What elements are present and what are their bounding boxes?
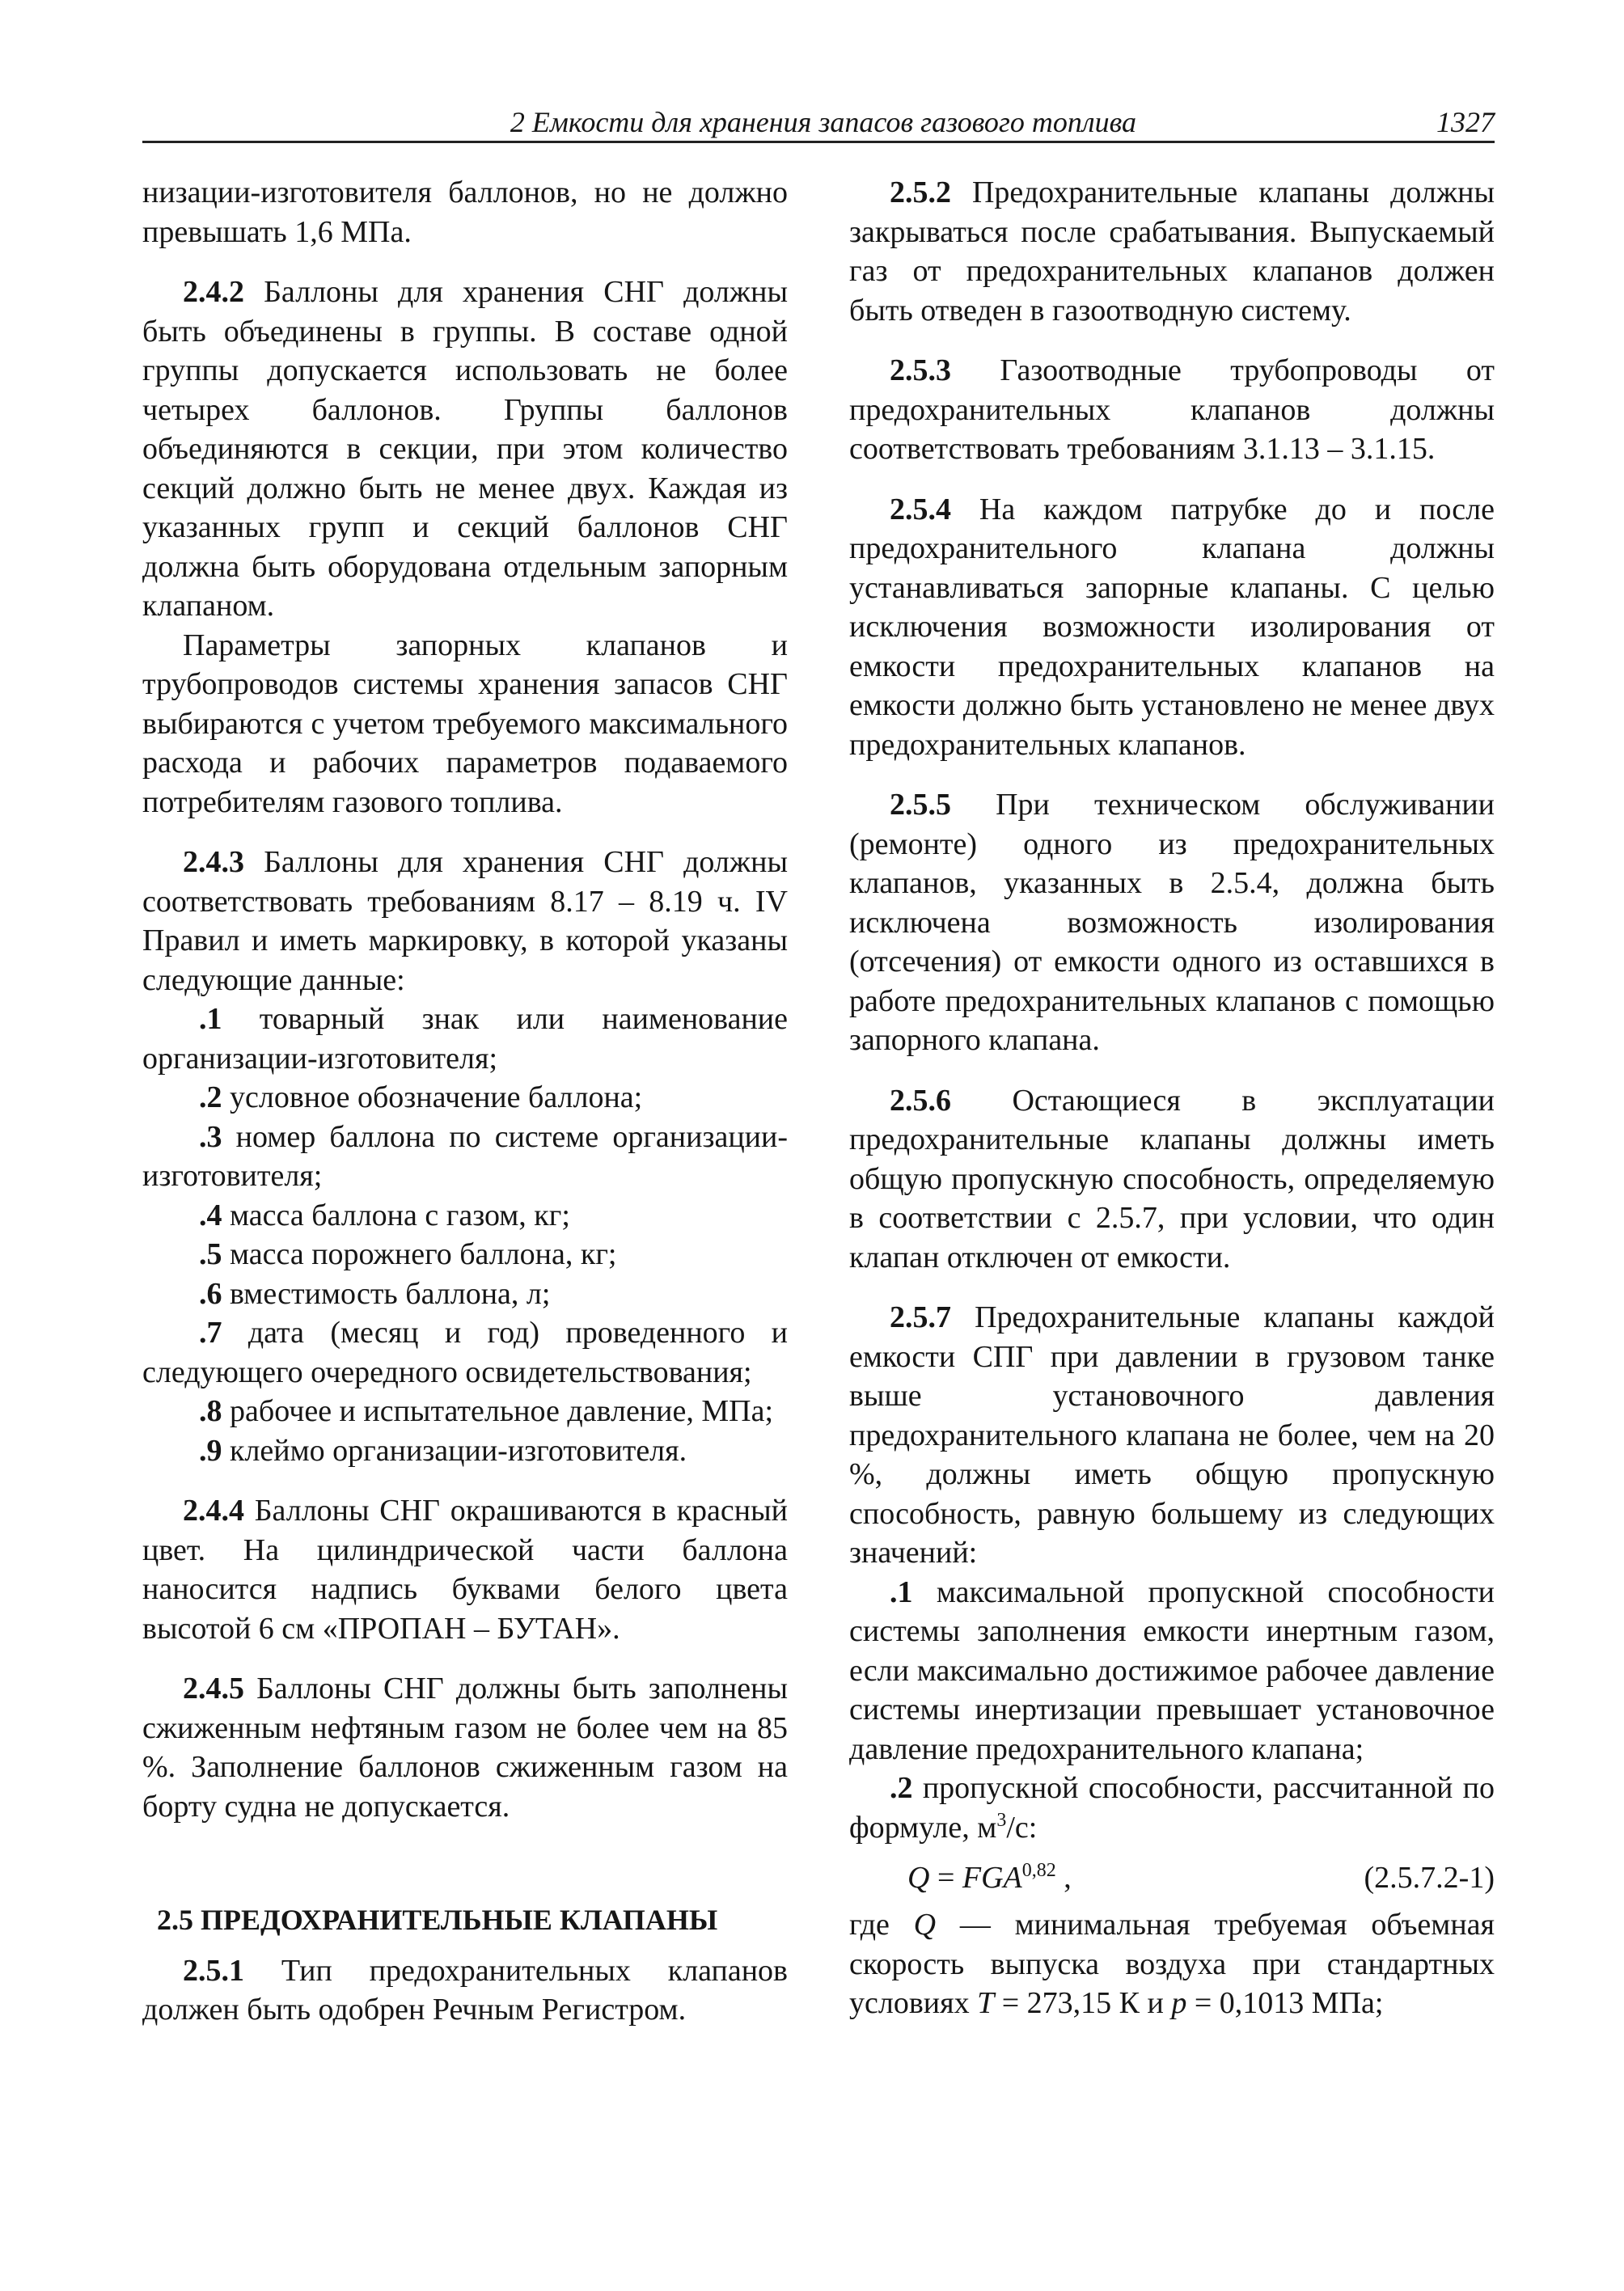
clause-number: 2.4.5 <box>183 1672 244 1706</box>
item-number: .2 <box>890 1771 913 1805</box>
page-number: 1327 <box>1436 106 1495 138</box>
variable-q: Q <box>913 1908 937 1942</box>
text-fragment: где <box>849 1908 914 1942</box>
clause-text: Предохранительные клапаны должны закрываться после срабатывания. Выпускаемый газ от предохранительных клапанов должен быть отведен в газоотводную систему. <box>849 175 1495 328</box>
clause-2-5-3 <box>849 351 1495 469</box>
clause-number: 2.5.5 <box>890 788 951 822</box>
clause-text: Баллоны СНГ должны быть заполнены сжиженным нефтяным газом не более чем на 85 %. Заполнение баллонов сжиженным газом на борту судна не допускается. <box>142 1672 788 1824</box>
formula-explanation <box>849 1905 1495 2023</box>
clause-number: 2.5.7 <box>890 1300 951 1334</box>
formula-rhs: FGA <box>962 1861 1022 1895</box>
item-text: клеймо организации-изготовителя. <box>222 1433 687 1468</box>
list-item <box>142 1431 788 1471</box>
right-column <box>849 173 1495 2023</box>
paragraph-continuation: низации-изготовителя баллонов, но не должно превышать 1,6 МПа. <box>142 175 788 249</box>
item-text: условное обозначение баллона; <box>222 1080 643 1114</box>
item-text: товарный знак или наименование организации-изготовителя; <box>142 1002 788 1076</box>
clause-number: 2.5.6 <box>890 1083 951 1118</box>
variable-p: p <box>1171 1986 1187 2020</box>
clause-text: Баллоны СНГ окрашиваются в красный цвет. На цилиндрической части баллона наносится надпись буквами белого цвета высотой 6 см «ПРОПАН – БУТАН». <box>142 1494 788 1646</box>
list-item <box>142 1078 788 1118</box>
list-item <box>142 1118 788 1196</box>
item-number: .5 <box>199 1237 222 1271</box>
item-number: .3 <box>199 1119 222 1154</box>
clause-number: 2.4.2 <box>183 275 244 309</box>
item-number: .6 <box>199 1276 222 1311</box>
clause-text: Предохранительные клапаны каждой емкости СПГ при давлении в грузовом танке выше установочного давления предохранительного клапана не более, чем на 20 %, должны иметь общую пропускную способность, равную большему из следующих значений: <box>849 1300 1495 1570</box>
clause-2-4-3 <box>142 843 788 1000</box>
clause-text: Остающиеся в эксплуатации предохранительные клапаны должны иметь общую пропускную способность, определяемую в соответствии с 2.5.7, при условии, что один клапан отключен от емкости. <box>849 1083 1495 1274</box>
clause-2-5-4 <box>849 490 1495 765</box>
variable-t: T <box>977 1986 995 2020</box>
clause-2-4-2-paragraph-2: Параметры запорных клапанов и трубопроводов системы хранения запасов СНГ выбираются с учетом требуемого максимального расхода и рабочих параметров подаваемого потребителям газового топлива. <box>142 628 788 819</box>
formula-exponent: 0,82 <box>1021 1860 1056 1881</box>
clause-number: 2.5.3 <box>890 353 951 387</box>
clause-text: На каждом патрубке до и после предохранительного клапана должны устанавливаться запорные клапаны. С целью исключения возможности изолирования от емкости предохранительных клапанов на емкости должно быть установлено не менее двух предохранительных клапанов. <box>849 492 1495 762</box>
formula-equals: = <box>929 1861 962 1895</box>
formula-lhs: Q <box>907 1861 930 1895</box>
section-heading: 2.5 ПРЕДОХРАНИТЕЛЬНЫЕ КЛАПАНЫ <box>157 1904 718 1936</box>
unit-superscript: 3 <box>996 1809 1007 1831</box>
item-text: дата (месяц и год) проведенного и следующего очередного освидетельствования; <box>142 1316 788 1389</box>
item-number: .8 <box>199 1394 222 1428</box>
clause-2-5-7 <box>849 1298 1495 1573</box>
running-header-title: 2 Емкости для хранения запасов газового топлива <box>510 106 1136 138</box>
list-item <box>849 1573 1495 1769</box>
clause-2-5-1 <box>142 1951 788 2030</box>
clause-text: Баллоны для хранения СНГ должны быть объединены в группы. В составе одной группы допускается использовать не более четырех баллонов. Группы баллонов объединяются в секции, при этом количество секций должно быть не менее двух. Каждая из указанных групп и секций баллонов СНГ должна быть оборудована отдельным запорным клапаном. <box>142 275 788 623</box>
list-item <box>142 1235 788 1274</box>
item-number: .2 <box>199 1080 222 1114</box>
item-text: пропускной способности, рассчитанной по формуле, м <box>849 1771 1495 1845</box>
formula-expression <box>907 1858 1072 1898</box>
item-text: номер баллона по системе организации-изготовителя; <box>142 1119 788 1193</box>
formula-tail: , <box>1055 1861 1072 1895</box>
clause-number: 2.4.3 <box>183 845 244 879</box>
clause-number: 2.5.2 <box>890 175 951 209</box>
clause-2-4-4 <box>142 1491 788 1648</box>
clause-2-4-2 <box>142 273 788 626</box>
clause-2-5-6 <box>849 1081 1495 1278</box>
item-text: вместимость баллона, л; <box>222 1276 551 1311</box>
item-text: рабочее и испытательное давление, МПа; <box>222 1394 774 1428</box>
text-fragment: = 273,15 К и <box>994 1986 1172 2020</box>
clause-text: Тип предохранительных клапанов должен быть одобрен Речным Регистром. <box>142 1953 788 2027</box>
clause-text: При техническом обслуживании (ремонте) одного из предохранительных клапанов, указанных в 2.5.4, должна быть исключена возможность изолирования (отсечения) от емкости одного из оставшихся в работе предохранительных клапанов с помощью запорного клапана. <box>849 788 1495 1057</box>
item-number: .1 <box>890 1575 913 1609</box>
text-fragment: — минимальная требуемая объемная скорость выпуска воздуха при стандартных условиях <box>849 1908 1495 2020</box>
list-item <box>849 1769 1495 1847</box>
list-item <box>142 1392 788 1431</box>
formula-number: (2.5.7.2-1) <box>1364 1861 1495 1895</box>
item-text: масса порожнего баллона, кг; <box>222 1237 617 1271</box>
clause-text: Баллоны для хранения СНГ должны соответствовать требованиям 8.17 – 8.19 ч. IV Правил и иметь маркировку, в которой указаны следующие данные: <box>142 845 788 997</box>
clause-number: 2.5.4 <box>890 492 951 526</box>
formula <box>849 1858 1495 1905</box>
item-number: .1 <box>199 1002 222 1036</box>
item-number: .4 <box>199 1198 222 1232</box>
list-item <box>142 1313 788 1392</box>
left-column <box>142 173 788 2030</box>
item-text: максимальной пропускной способности системы заполнения емкости инертным газом, если максимально достижимое рабочее давление системы инертизации превышает установочное давление предохранительного клапана; <box>849 1575 1495 1766</box>
list-item <box>142 1274 788 1314</box>
clause-2-4-5 <box>142 1669 788 1826</box>
list-item <box>142 1196 788 1236</box>
running-header <box>142 104 1495 143</box>
clause-number: 2.5.1 <box>183 1953 244 1988</box>
unit-tail: /с: <box>1006 1810 1038 1845</box>
item-text: масса баллона с газом, кг; <box>222 1198 570 1232</box>
clause-text: Газоотводные трубопроводы от предохранительных клапанов должны соответствовать требованиям 3.1.13 – 3.1.15. <box>849 353 1495 466</box>
list-item <box>142 1000 788 1078</box>
item-number: .7 <box>199 1316 222 1350</box>
clause-number: 2.4.4 <box>183 1494 244 1528</box>
text-fragment: = 0,1013 МПа; <box>1186 1986 1384 2020</box>
item-number: .9 <box>199 1433 222 1468</box>
clause-2-5-5 <box>849 785 1495 1060</box>
clause-2-5-2 <box>849 173 1495 330</box>
